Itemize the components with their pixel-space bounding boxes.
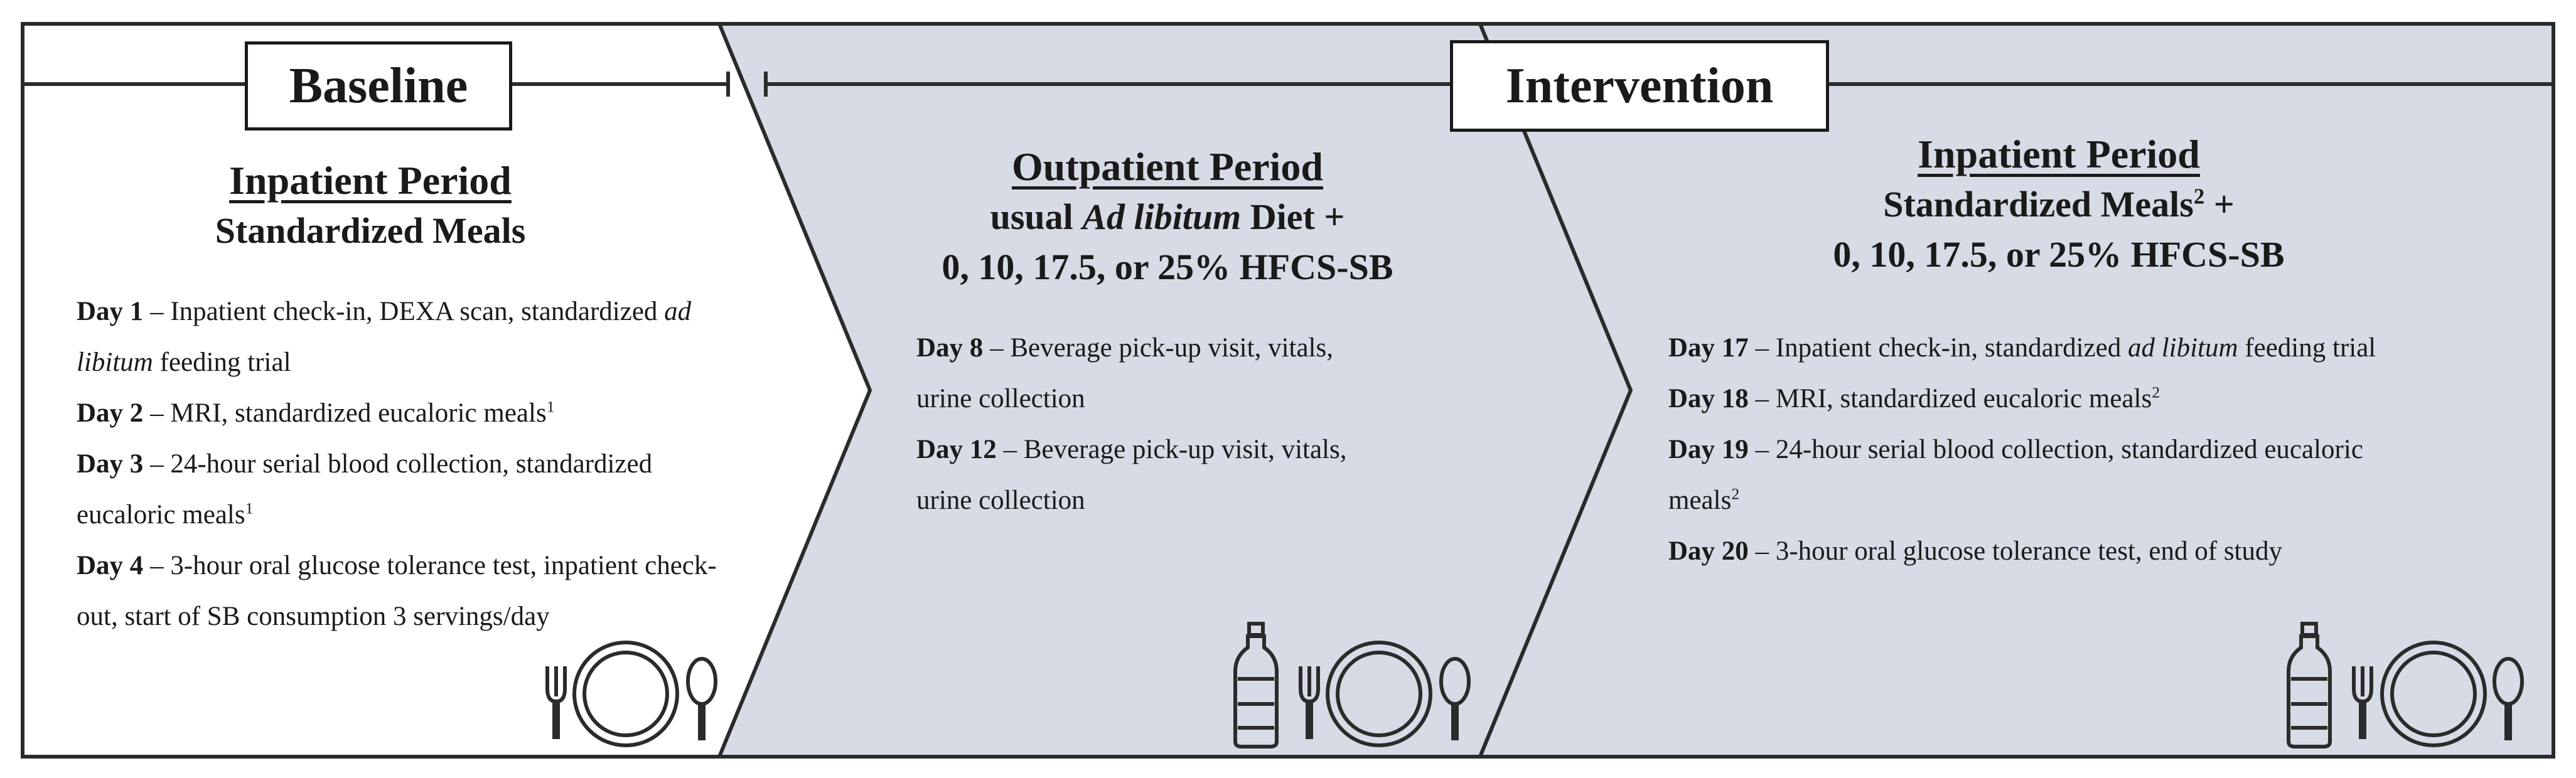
period-title: Outpatient Period bbox=[1012, 144, 1323, 189]
intervention-header: Intervention bbox=[1450, 40, 1829, 132]
period-subtitle: usual Ad libitum Diet + bbox=[990, 196, 1345, 237]
day-item: Day 2 – MRI, standardized eucaloric meals$^1$ bbox=[77, 397, 555, 428]
baseline-inpatient-days bbox=[77, 286, 754, 642]
period-subtitle: Standardized Meals$^2$ + bbox=[1883, 184, 2235, 225]
baseline-header: Baseline bbox=[245, 41, 512, 131]
baseline-inpatient-heading bbox=[88, 156, 653, 256]
day-item: Day 12 – Beverage pick-up visit, vitals, urine collection bbox=[916, 435, 1347, 515]
day-item: Day 18 – MRI, standardized eucaloric meals$^2$ bbox=[1668, 383, 2160, 413]
day-item: Day 1 – Inpatient check-in, DEXA scan, standardized ad libitum feeding trial bbox=[77, 297, 692, 377]
period-subtitle: 0, 10, 17.5, or 25% HFCS-SB bbox=[942, 247, 1393, 288]
day-item: Day 4 – 3-hour oral glucose tolerance test, inpatient check-out, start of SB consumption 3 servings/day bbox=[77, 551, 717, 631]
intervention-inpatient-heading bbox=[1758, 129, 2360, 280]
intervention-inpatient-days bbox=[1668, 322, 2509, 577]
period-title: Inpatient Period bbox=[1918, 132, 2200, 176]
outpatient-heading bbox=[891, 142, 1444, 292]
outpatient-days bbox=[916, 322, 1356, 526]
day-item: Day 19 – 24-hour serial blood collection, standardized eucaloric meals$^2$ bbox=[1668, 435, 2363, 515]
period-subtitle: Standardized Meals bbox=[215, 210, 526, 251]
period-subtitle: 0, 10, 17.5, or 25% HFCS-SB bbox=[1833, 234, 2285, 275]
period-title: Inpatient Period bbox=[229, 158, 512, 203]
day-item: Day 17 – Inpatient check-in, standardized ad libitum feeding trial bbox=[1668, 333, 2376, 363]
day-item: Day 8 – Beverage pick-up visit, vitals, urine collection bbox=[916, 333, 1333, 413]
day-item: Day 20 – 3-hour oral glucose tolerance test, end of study bbox=[1668, 536, 2283, 566]
day-item: Day 3 – 24-hour serial blood collection, standardized eucaloric meals$^1$ bbox=[77, 449, 653, 530]
